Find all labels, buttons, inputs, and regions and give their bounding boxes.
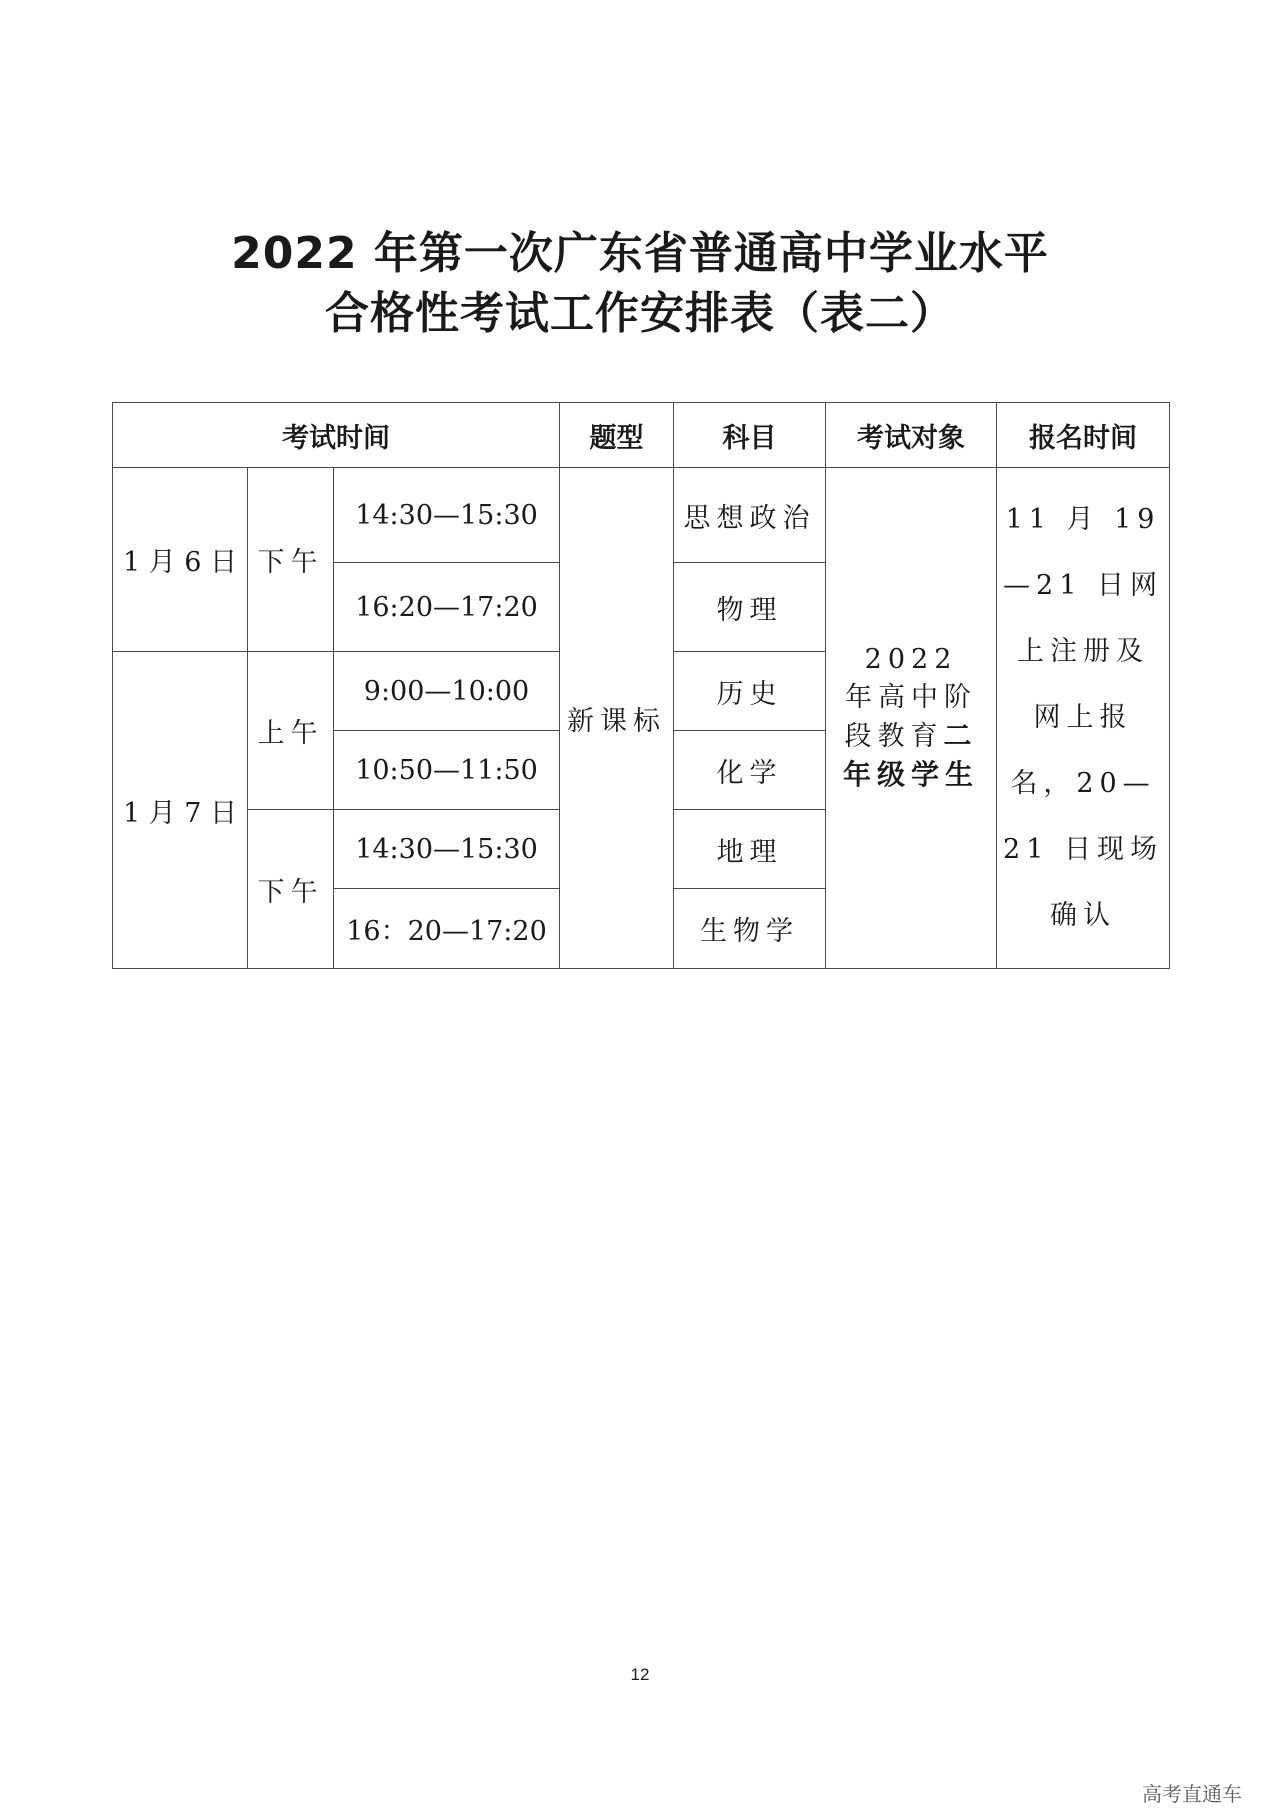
subject-cell: 生物学 [674, 889, 826, 969]
subject-cell: 物理 [674, 563, 826, 652]
target-text [841, 641, 981, 795]
subject-cell: 地理 [674, 810, 826, 889]
time-cell: 16:20—17:20 [334, 563, 560, 652]
watermark: 高考直通车 [1142, 1782, 1242, 1806]
document-title-line-2: 合格性考试工作安排表（表二） [325, 288, 955, 339]
date-cell: 1 月 7 日 [113, 652, 248, 969]
period-cell: 上午 [248, 652, 334, 810]
document-title-line-1: 2022 年第一次广东省普通高中学业水平 [231, 228, 1049, 279]
page-number: 12 [630, 1665, 650, 1684]
subject-cell: 化学 [674, 731, 826, 810]
header-exam-time: 考试时间 [113, 403, 560, 468]
question-type-cell [560, 468, 674, 969]
subject-cell: 思想政治 [674, 468, 826, 563]
time-cell: 10:50—11:50 [334, 731, 560, 810]
date-cell: 1 月 6 日 [113, 468, 248, 652]
header-question-type: 题型 [560, 403, 674, 468]
time-cell: 14:30—15:30 [334, 468, 560, 563]
subject-cell: 历史 [674, 652, 826, 731]
header-registration: 报名时间 [997, 403, 1170, 468]
header-target: 考试对象 [826, 403, 997, 468]
target-text-bold: 二年级学生 [843, 719, 980, 791]
header-subject: 科目 [674, 403, 826, 468]
header-row [113, 403, 1170, 468]
target-cell [826, 468, 997, 969]
exam-schedule-table [112, 402, 1170, 969]
question-type-text: 新课标 [567, 705, 667, 737]
period-cell: 下午 [248, 468, 334, 652]
time-cell: 16：20—17:20 [334, 889, 560, 969]
registration-text: 11 月 19—21 日网上注册及网上报名，20—21 日现场确认 [1003, 504, 1163, 931]
time-cell: 14:30—15:30 [334, 810, 560, 889]
table-row [113, 468, 1170, 563]
target-text-normal: 2022 年高中阶段教育 [844, 644, 978, 752]
period-cell: 下午 [248, 810, 334, 969]
time-cell: 9:00—10:00 [334, 652, 560, 731]
registration-cell [997, 468, 1170, 969]
